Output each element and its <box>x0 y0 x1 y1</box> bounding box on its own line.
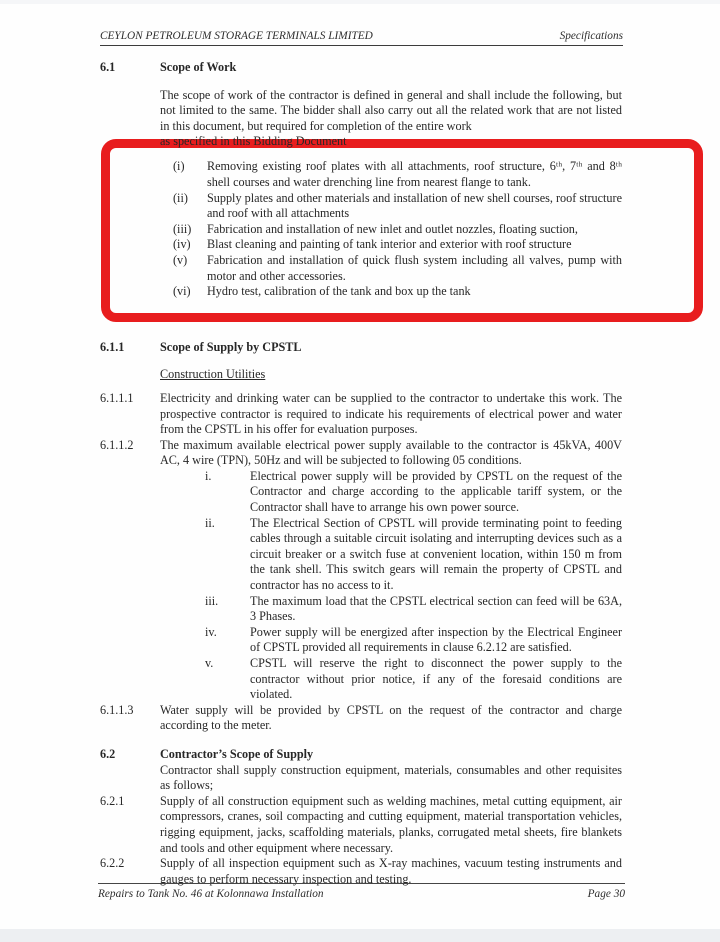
clause-text: The maximum available electrical power supply available to the contractor is 45kVA, 400V AC, 4 wire (TPN), 50Hz and will be subjected to following 05 conditions. <box>160 437 622 468</box>
photo-edge-top <box>0 0 720 4</box>
condition-marker: v. <box>205 656 214 670</box>
page-header <box>100 30 623 46</box>
section-title: Scope of Supply by CPSTL <box>160 339 302 354</box>
section-6-1-heading <box>0 60 720 76</box>
condition-marker: i. <box>205 468 212 483</box>
list-text: Hydro test, calibration of the tank and box up the tank <box>207 284 471 299</box>
list-text: Fabrication and installation of quick flush system including all valves, pump with motor and other accessories. <box>207 252 622 283</box>
clause-number: 6.2.2 <box>100 856 125 871</box>
section-number: 6.2 <box>100 746 116 761</box>
section-title: Scope of Work <box>160 60 237 74</box>
list-text: Fabrication and installation of new inlet and outlet nozzles, floating suction, <box>207 221 578 236</box>
condition-text: The maximum load that the CPSTL electrical section can feed will be 63A, 3 Phases. <box>250 593 622 624</box>
section-intro: Contractor shall supply construction equipment, materials, consumables and other requisites as follows; <box>160 762 622 793</box>
list-item <box>110 222 622 238</box>
header-company-name: CEYLON PETROLEUM STORAGE TERMINALS LIMITED <box>100 30 373 42</box>
footer-document-title: Repairs to Tank No. 46 at Kolonnawa Installation <box>98 888 324 900</box>
highlight-box <box>101 139 703 321</box>
clause-number: 6.1.1.3 <box>100 702 134 717</box>
section-6-2 <box>0 747 720 794</box>
condition-text: Electrical power supply will be provided by CPSTL on the request of the Contractor and charge according to the applicable tariff system, or the Contractor shall have to arrange his own power source. <box>250 468 622 515</box>
clause-text: Water supply will be provided by CPSTL on the request of the contractor and charge according to the meter. <box>160 702 622 733</box>
clause-6-1-1-3 <box>0 703 720 734</box>
list-text: Supply plates and other materials and installation of new shell courses, roof structure and roof with all attachments <box>207 190 622 221</box>
list-item <box>110 191 622 222</box>
clause-text: Supply of all construction equipment such as welding machines, metal cutting equipment, air compressors, cranes, soil compacting and cutting equipment, material transportation vehicles, rigging equipment, jacks, scaffolding materials, planks, corrugated metal sheets, fire blankets and tools and other equipment where necessary. <box>160 793 622 855</box>
condition-marker: iv. <box>205 624 217 639</box>
list-item <box>110 284 622 300</box>
obscured-text: as specified in this Bidding Document <box>160 134 347 149</box>
list-marker: (ii) <box>173 190 188 205</box>
condition-item <box>160 625 622 656</box>
condition-item <box>160 469 622 516</box>
photo-edge-bottom <box>0 929 720 942</box>
document-body <box>0 52 720 887</box>
condition-item <box>160 516 622 594</box>
list-marker: (v) <box>173 252 188 267</box>
construction-utilities-subheading <box>0 367 720 383</box>
clause-number: 6.1.1.1 <box>100 390 134 405</box>
clause-number: 6.1.1.2 <box>100 437 134 452</box>
footer-page-number: Page 30 <box>587 888 625 900</box>
clause-6-1-1-2 <box>0 438 720 703</box>
clause-number: 6.2.1 <box>100 793 125 808</box>
subheading-text: Construction Utilities <box>160 367 266 382</box>
section-number: 6.1 <box>100 60 116 74</box>
condition-text: The Electrical Section of CPSTL will provide terminating point to feeding cables through a suitable circuit isolating and interrupting devices such as a circuit breaker or a switch fuse at convenient location, within 150 m from the tank shell. This switch gears will remain the property of CPSTL and contractor has no access to it. <box>250 515 622 593</box>
condition-marker: iii. <box>205 593 219 608</box>
list-item <box>110 237 622 253</box>
list-text: Blast cleaning and painting of tank interior and exterior with roof structure <box>207 237 572 252</box>
list-text: Removing existing roof plates with all attachments, roof structure, 6ᵗʰ, 7ᵗʰ and 8ᵗʰ shell courses and water drenching line from nearest flange to tank. <box>207 159 622 189</box>
condition-text: CPSTL will reserve the right to disconnect the power supply to the contractor without prior notice, if any of the foresaid conditions are violated. <box>250 656 622 702</box>
scope-of-work-paragraph <box>0 88 720 135</box>
list-item <box>110 159 622 190</box>
condition-text: Power supply will be energized after inspection by the Electrical Engineer of CPSTL provided all requirements in clause 6.2.12 are satisfied. <box>250 624 622 655</box>
clause-text: Supply of all inspection equipment such as X-ray machines, vacuum testing instruments and gauges to perform necessary inspection and testing. <box>160 856 622 886</box>
section-title: Contractor’s Scope of Supply <box>160 746 314 761</box>
list-marker: (iv) <box>173 237 191 252</box>
page-footer <box>98 883 625 900</box>
clause-6-1-1-1 <box>0 391 720 438</box>
list-item <box>110 253 622 284</box>
condition-marker: ii. <box>205 515 215 530</box>
clause-6-2-1 <box>0 794 720 856</box>
section-6-1-1-heading <box>0 340 720 356</box>
clause-text: Electricity and drinking water can be supplied to the contractor to undertake this work. The prospective contractor is required to indicate his requirements of electrical power and water from the CPSTL in his offer for evaluation purposes. <box>160 390 622 437</box>
list-marker: (i) <box>173 159 185 174</box>
paragraph-text: The scope of work of the contractor is defined in general and shall include the following, but not limited to the same. The bidder shall also carry out all the related work that are not listed in this document, but required for completion of the entire work <box>160 87 622 133</box>
list-marker: (iii) <box>173 221 192 236</box>
condition-item <box>160 594 622 625</box>
section-number: 6.1.1 <box>100 339 125 354</box>
obscured-text-line <box>0 134 720 149</box>
list-marker: (vi) <box>173 284 191 299</box>
condition-item <box>160 656 622 703</box>
header-doc-type: Specifications <box>559 30 623 42</box>
